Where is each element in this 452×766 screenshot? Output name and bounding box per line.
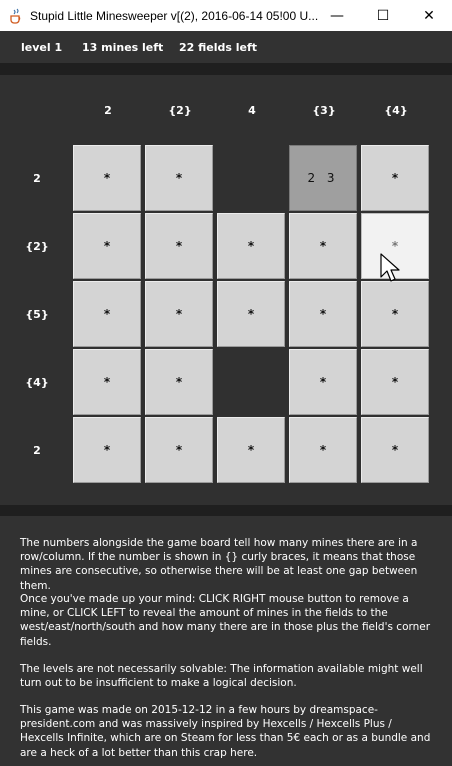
board-cell[interactable]: * [73, 145, 141, 211]
board-cell[interactable]: * [289, 349, 357, 415]
board-cell[interactable]: * [361, 213, 429, 279]
board-cell[interactable]: * [361, 281, 429, 347]
board-cell[interactable]: * [217, 281, 285, 347]
board-cell[interactable]: * [361, 145, 429, 211]
board-cell[interactable]: * [217, 417, 285, 483]
instructions-paragraph: This game was made on 2015-12-12 in a few hours by dreamspace-president.com and was massively inspired by Hexcells / Hexcells Plus / Hexcells Infinite, which are on Steam for less than 5€ each or as a bundle and are a heck of a lot better than this crap here. [20, 704, 431, 759]
column-hint: {2} [168, 104, 192, 117]
game-board [0, 75, 452, 505]
minimize-button[interactable]: — [330, 7, 344, 24]
instructions-paragraph: Once you've made up your mind: CLICK RIGHT mouse button to remove a mine, or CLICK LEFT to reveal the amount of mines in the fields to the west/east/north/south and how many there are in those plus the field's corner fields. [20, 593, 431, 648]
divider [0, 63, 452, 75]
board-cell[interactable]: * [361, 417, 429, 483]
row-hint: {5} [25, 308, 49, 321]
status-bar [0, 31, 452, 63]
board-cell[interactable]: * [289, 281, 357, 347]
board-cell [217, 349, 285, 415]
title-bar [0, 0, 452, 31]
board-cell[interactable]: * [361, 349, 429, 415]
board-cell[interactable]: * [73, 417, 141, 483]
window-title: Stupid Little Minesweeper v[(2), 2016-06-14 05!00 U... [30, 8, 319, 23]
board-cell[interactable]: * [289, 417, 357, 483]
board-cell[interactable]: * [73, 213, 141, 279]
board-cell[interactable]: * [73, 281, 141, 347]
mines-left-label: 13 mines left [82, 41, 164, 54]
maximize-button[interactable]: ☐ [376, 7, 390, 24]
java-cup-icon [8, 8, 24, 24]
board-cell[interactable]: * [145, 417, 213, 483]
board-cell[interactable]: 2 3 [289, 145, 357, 211]
column-hint: {3} [312, 104, 336, 117]
instructions-panel [0, 516, 452, 766]
board-cell[interactable]: * [145, 145, 213, 211]
row-hint: 2 [33, 172, 41, 185]
level-label: level 1 [21, 41, 63, 54]
row-hint: {2} [25, 240, 49, 253]
board-cell[interactable]: * [145, 213, 213, 279]
mouse-pointer-icon [380, 253, 400, 285]
board-cell[interactable]: * [73, 349, 141, 415]
row-hint: 2 [33, 444, 41, 457]
fields-left-label: 22 fields left [179, 41, 258, 54]
board-cell [217, 145, 285, 211]
column-hint: 2 [104, 104, 112, 117]
board-cell[interactable]: * [145, 281, 213, 347]
column-hint: {4} [384, 104, 408, 117]
instructions-paragraph: The levels are not necessarily solvable: The information available might well turn out to be insufficient to make a logical decision. [20, 663, 423, 690]
board-cell[interactable]: * [217, 213, 285, 279]
instructions-paragraph: The numbers alongside the game board tell how many mines there are in a row/column. If the number is shown in {} curly braces, it means that those mines are consecutive, so otherwise there will be at least one gap between them. [20, 537, 418, 592]
row-hint: {4} [25, 376, 49, 389]
column-hint: 4 [248, 104, 256, 117]
board-cell[interactable]: * [145, 349, 213, 415]
board-cell[interactable]: * [289, 213, 357, 279]
close-button[interactable]: ✕ [423, 7, 435, 24]
divider [0, 505, 452, 516]
